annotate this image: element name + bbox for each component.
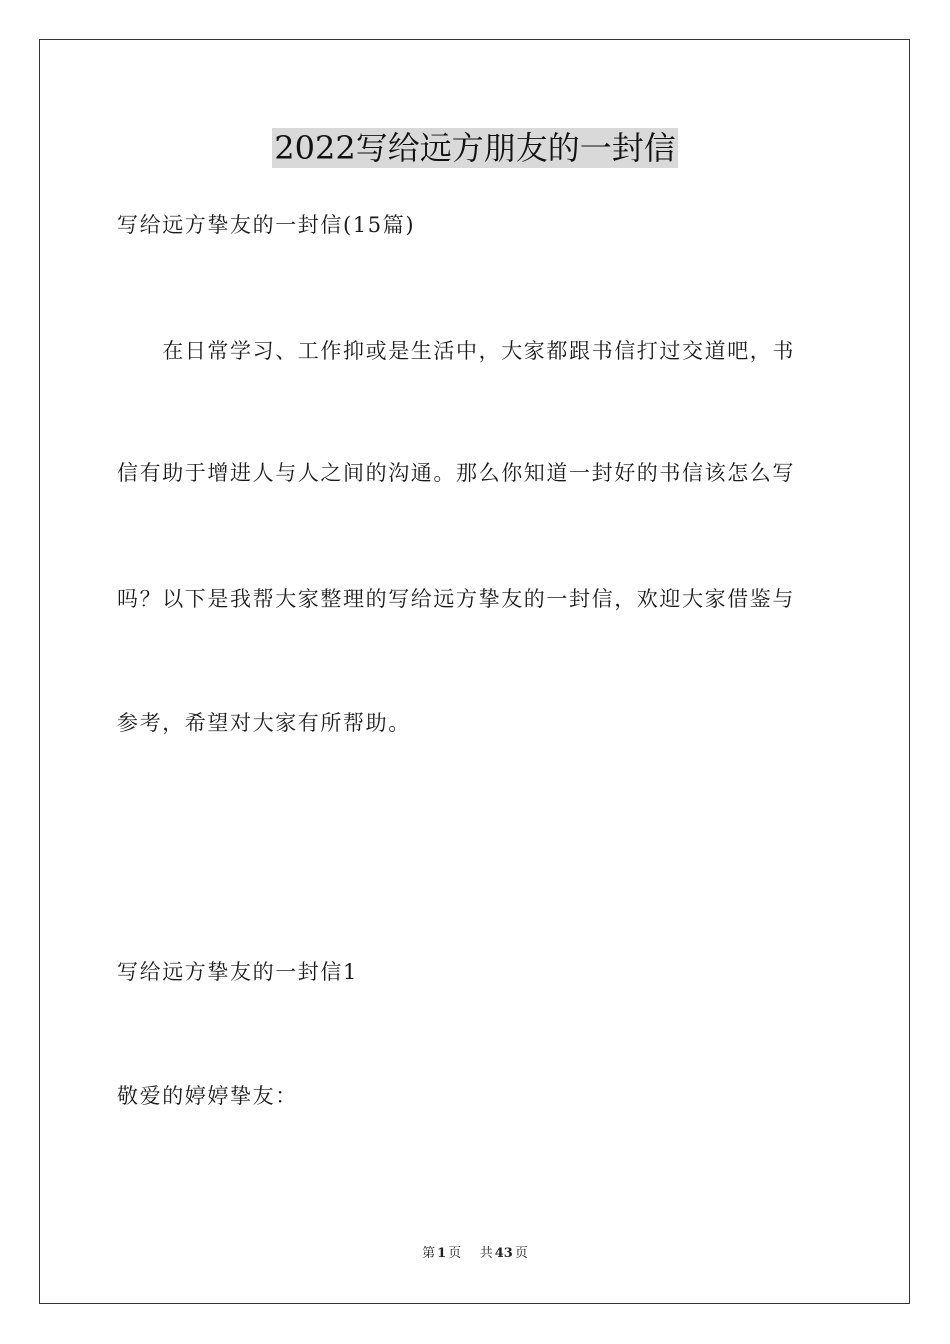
total-pages: 43 [494, 1246, 513, 1261]
total-suffix: 页 [514, 1246, 528, 1261]
page-prefix: 第 [422, 1246, 436, 1261]
section-heading: 写给远方挚友的一封信1 [117, 960, 358, 984]
letter-salutation: 敬爱的婷婷挚友： [117, 1084, 298, 1108]
paragraph-line: 信有助于增进人与人之间的沟通。那么你知道一封好的书信该怎么写 [117, 461, 795, 485]
title-container [0, 128, 950, 168]
page-suffix: 页 [448, 1246, 462, 1261]
page-footer [0, 1245, 950, 1263]
paragraph-line: 吗？以下是我帮大家整理的写给远方挚友的一封信，欢迎大家借鉴与 [117, 587, 795, 611]
document-title: 2022写给远方朋友的一封信 [274, 129, 676, 167]
page-number: 1 [437, 1246, 447, 1261]
paragraph-line: 在日常学习、工作抑或是生活中，大家都跟书信打过交道吧，书 [117, 339, 795, 363]
paragraph-line: 参考，希望对大家有所帮助。 [117, 711, 411, 735]
total-prefix: 共 [479, 1246, 493, 1261]
document-subtitle: 写给远方挚友的一封信(15篇) [117, 213, 416, 237]
